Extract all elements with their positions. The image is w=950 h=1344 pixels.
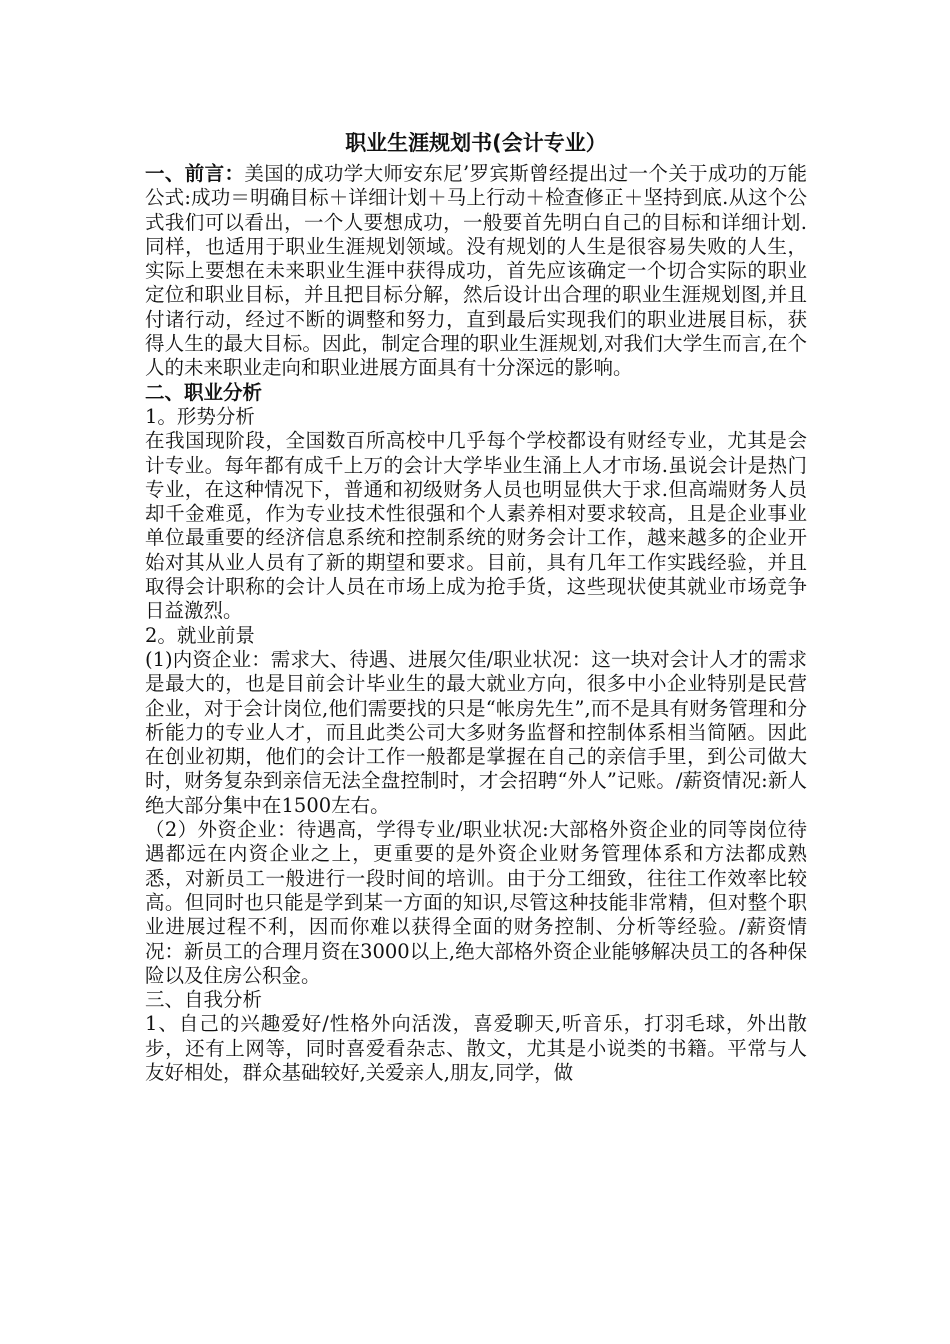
section2-heading: 二、职业分析 xyxy=(145,380,263,404)
situation-analysis-title: 1。形势分析 xyxy=(145,404,255,428)
interests-paragraph: 1、自己的兴趣爱好/性格外向活泼，喜爱聊天,听音乐，打羽毛球，外出散步，还有上网等，同时喜爱看杂志、散文，尤其是小说类的书籍。平常与人友好相处，群众基础较好,关爱亲人,朋友,同学，做 xyxy=(145,1012,807,1084)
situation-analysis-text: 在我国现阶段，全国数百所高校中几乎每个学校都设有财经专业，尤其是会计专业。每年都有成千上万的会计大学毕业生涌上人才市场.虽说会计是热门专业，在这种情况下，普通和初级财务人员也明显供大于求.但高端财务人员却千金难觅，作为专业技术性很强和个人素养相对要求较高，且是企业事业单位最重要的经济信息系统和控制系统的财务会计工作，越来越多的企业开始对其从业人员有了新的期望和要求。目前，具有几年工作实践经验，并且取得会计职称的会计人员在市场上成为抢手货，这些现状使其就业市场竞争日益激烈。 xyxy=(145,429,807,623)
document-page xyxy=(145,128,807,1085)
foreign-enterprise-paragraph: （2）外资企业：待遇高，学得专业/职业状况:大部格外资企业的同等岗位待遇都远在内资企业之上，更重要的是外资企业财务管理体系和方法都成熟悉，对新员工一般进行一段时间的培训。由于分工细致，往往工作效率比较高。但同时也只能是学到某一方面的知识,尽管这种技能非常精，但对整个职业进展过程不利，因而你难以获得全面的财务控制、分析等经验。/薪资情况：新员工的合理月资在3000以上,绝大部格外资企业能够解决员工的各种保险以及住房公积金。 xyxy=(145,818,807,987)
intro-paragraph xyxy=(145,162,807,381)
document-title: 职业生涯规划书(会计专业） xyxy=(345,131,607,155)
section3-heading: 三、自我分析 xyxy=(145,988,263,1012)
domestic-enterprise-paragraph: (1)内资企业：需求大、待遇、进展欠佳/职业状况：这一块对会计人才的需求是最大的，也是目前会计毕业生的最大就业方向，很多中小企业特别是民营企业，对于会计岗位,他们需要找的只是“帐房先生”,而不是具有财务管理和分析能力的专业人才，而且此类公司大多财务监督和控制体系相当简陋。因此在创业初期，他们的会计工作一般都是掌握在自己的亲信手里，到公司做大时，财务复杂到亲信无法全盘控制时，才会招聘“外人”记账。/薪资情况:新人绝大部分集中在1500左右。 xyxy=(145,647,807,817)
employment-outlook-title: 2。就业前景 xyxy=(145,623,255,647)
intro-text: 美国的成功学大师安东尼’罗宾斯曾经提出过一个关于成功的万能公式:成功＝明确目标＋详细计划＋马上行动＋检查修正＋坚持到底.从这个公式我们可以看出，一个人要想成功，一般要首先明白自己的目标和详细计划.同样，也适用于职业生涯规划领域。没有规划的人生是很容易失败的人生，实际上要想在未来职业生涯中获得成功，首先应该确定一个切合实际的职业定位和职业目标，并且把目标分解，然后设计出合理的职业生涯规划图,并且付诸行动，经过不断的调整和努力，直到最后实现我们的职业进展目标，获得人生的最大目标。因此，制定合理的职业生涯规划,对我们大学生而言,在个人的未来职业走向和职业进展方面具有十分深远的影响。 xyxy=(145,162,807,380)
intro-heading: 一、前言： xyxy=(145,162,245,185)
